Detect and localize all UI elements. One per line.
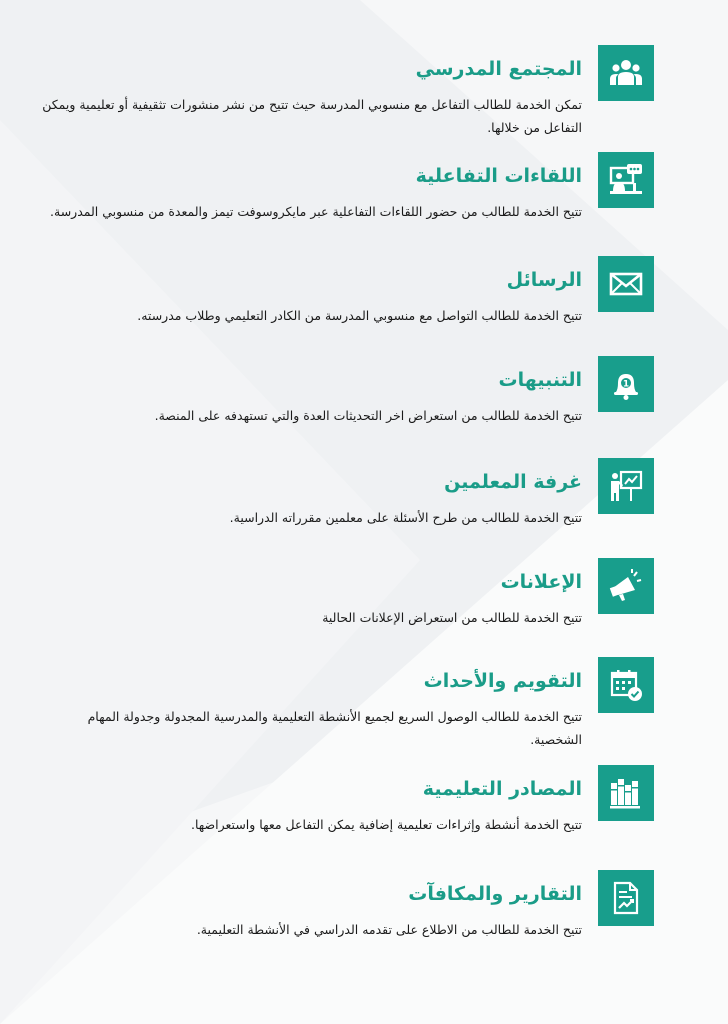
interactive-meeting-icon[interactable] <box>598 152 654 208</box>
teacher-board-icon[interactable] <box>598 458 654 514</box>
service-title: التقارير والمكافآت <box>408 883 582 905</box>
service-title: التنبيهات <box>498 369 582 391</box>
service-title: غرفة المعلمين <box>444 471 582 493</box>
service-description: تتيح الخدمة للطالب من حضور اللقاءات التفاعلية عبر مايكروسوفت تيمز والمعدة من منسوبي المدرسة. <box>50 204 582 219</box>
service-description: تمكن الخدمة للطالب التفاعل مع منسوبي المدرسة حيث تتيح من نشر منشورات تثقيفية أو تعليمية ويمكن التفاعل من خلالها. <box>42 97 582 135</box>
report-chart-icon[interactable] <box>598 870 654 926</box>
service-description: تتيح الخدمة للطالب التواصل مع منسوبي المدرسة من الكادر التعليمي وطلاب مدرسته. <box>137 308 582 323</box>
service-title: الإعلانات <box>500 571 582 593</box>
service-description: تتيح الخدمة للطالب من استعراض اخر التحديثات العدة والتي تستهدفه على المنصة. <box>154 408 582 423</box>
megaphone-icon[interactable] <box>598 558 654 614</box>
notification-bell-icon[interactable] <box>598 356 654 412</box>
service-title: اللقاءات التفاعلية <box>415 165 582 187</box>
service-description: تتيح الخدمة للطالب من الاطلاع على تقدمه الدراسي في الأنشطة التعليمية. <box>196 922 582 937</box>
service-description: تتيح الخدمة أنشطة وإثراءات تعليمية إضافية يمكن التفاعل معها واستعراضها. <box>190 817 582 832</box>
community-icon[interactable] <box>598 45 654 101</box>
service-title: المصادر التعليمية <box>422 778 582 800</box>
calendar-check-icon[interactable] <box>598 657 654 713</box>
service-description: تتيح الخدمة للطالب الوصول السريع لجميع الأنشطة التعليمية والمدرسية المجدولة وجدولة المهام الشخصية. <box>87 709 582 747</box>
service-description: تتيح الخدمة للطالب من استعراض الإعلانات الحالية <box>322 610 582 625</box>
envelope-icon[interactable] <box>598 256 654 312</box>
books-icon[interactable] <box>598 765 654 821</box>
notification-badge-count: 1 <box>622 379 630 390</box>
service-title: الرسائل <box>506 269 582 291</box>
service-title: التقويم والأحداث <box>423 670 582 692</box>
service-description: تتيح الخدمة للطالب من طرح الأسئلة على معلمين مقرراته الدراسية. <box>229 510 582 525</box>
service-title: المجتمع المدرسي <box>415 58 582 80</box>
